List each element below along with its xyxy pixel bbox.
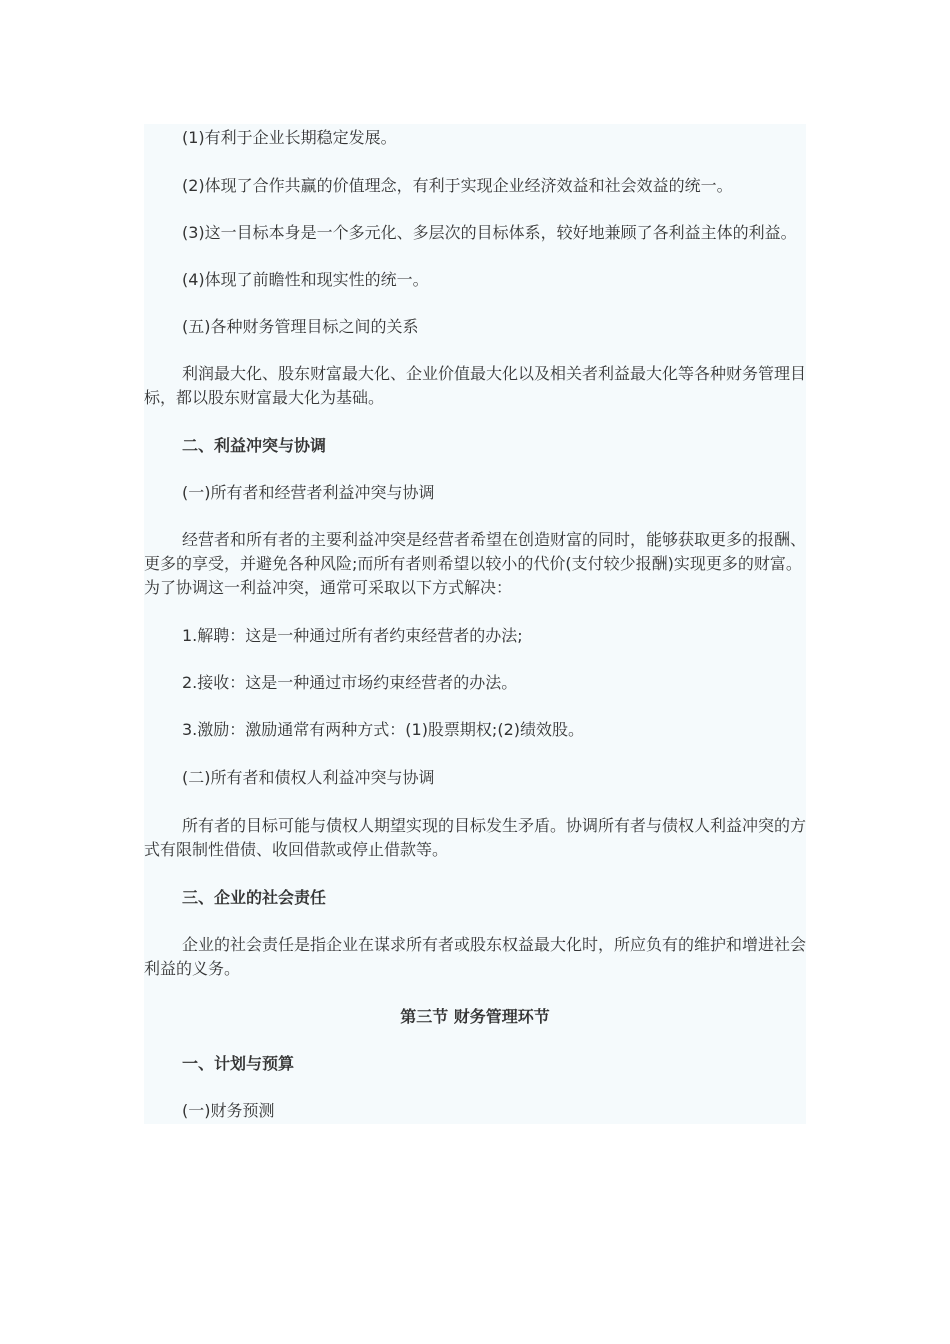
chapter-section-title: 第三节 财务管理环节 [400, 1007, 550, 1026]
paragraph-benefit-3: (3)这一目标本身是一个多元化、多层次的目标体系，较好地兼顾了各利益主体的利益。 [182, 223, 797, 242]
paragraph-owner-manager: 经营者和所有者的主要利益冲突是经营者希望在创造财富的同时，能够获取更多的报酬、更多的享受，并避免各种风险;而所有者则希望以较小的代价(支付较少报酬)实现更多的财富。为了协调这一利益冲突，通常可采取以下方式解决： [144, 530, 807, 597]
paragraph-owner-creditor: 所有者的目标可能与债权人期望实现的目标发生矛盾。协调所有者与债权人利益冲突的方式有限制性借债、收回借款或停止借款等。 [144, 816, 807, 859]
paragraph-benefit-1: (1)有利于企业长期稳定发展。 [182, 128, 397, 147]
subheading-owner-manager: (一)所有者和经营者利益冲突与协调 [182, 483, 435, 502]
paragraph-goal-relations: 利润最大化、股东财富最大化、企业价值最大化以及相关者利益最大化等各种财务管理目标，都以股东财富最大化为基础。 [144, 364, 807, 407]
paragraph-benefit-4: (4)体现了前瞻性和现实性的统一。 [182, 270, 429, 289]
list-item-dismissal: 1.解聘：这是一种通过所有者约束经营者的办法; [182, 626, 523, 645]
subheading-financial-forecast: (一)财务预测 [182, 1101, 275, 1120]
paragraph-social-responsibility: 企业的社会责任是指企业在谋求所有者或股东权益最大化时，所应负有的维护和增进社会利益的义务。 [144, 935, 807, 978]
paragraph-benefit-2: (2)体现了合作共赢的价值理念，有利于实现企业经济效益和社会效益的统一。 [182, 176, 733, 195]
section-heading-conflict: 二、利益冲突与协调 [182, 436, 327, 455]
list-item-incentive: 3.激励：激励通常有两种方式：(1)股票期权;(2)绩效股。 [182, 720, 584, 739]
list-item-takeover: 2.接收：这是一种通过市场约束经营者的办法。 [182, 673, 518, 692]
section-heading-plan-budget: 一、计划与预算 [182, 1054, 295, 1073]
document-body [144, 124, 806, 1124]
section-heading-social-responsibility: 三、企业的社会责任 [182, 888, 327, 907]
subheading-goal-relations: (五)各种财务管理目标之间的关系 [182, 317, 419, 336]
subheading-owner-creditor: (二)所有者和债权人利益冲突与协调 [182, 768, 435, 787]
